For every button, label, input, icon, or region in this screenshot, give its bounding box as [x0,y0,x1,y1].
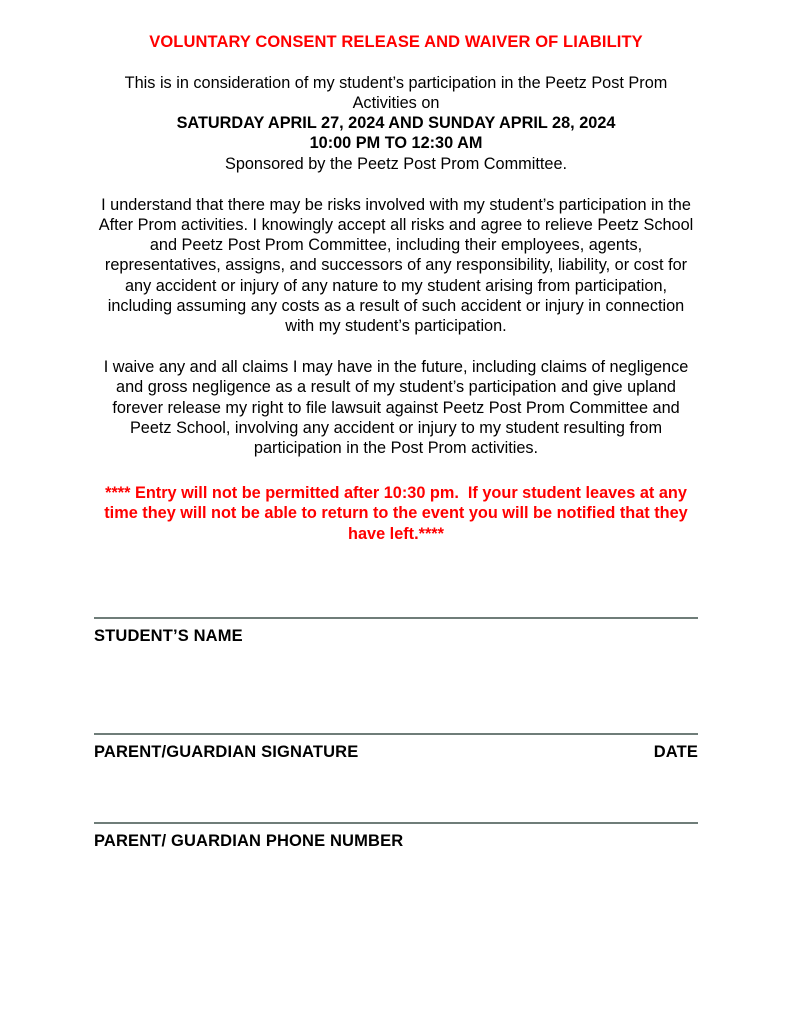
signature-field-parent-phone [94,822,698,851]
signature-label-row [94,743,698,762]
paragraph-risk-acknowledgement: I understand that there may be risks involved with my student’s participation in the After Prom activities. I knowingly accept all risks and agree to relieve Peetz School and Peetz Post Prom Committee, including their employees, agents, representatives, assigns, and successors of any responsibility, liability, or cost for any accident or injury of any nature to my student arising from participation, including assuming any costs as a result of such accident or injury in connection with my student’s participation. [98,195,694,336]
signature-rule [94,617,698,619]
intro-event-dates: SATURDAY APRIL 27, 2024 AND SUNDAY APRIL 28, 2024 [176,114,616,133]
parent-signature-label: PARENT/GUARDIAN SIGNATURE [94,743,359,761]
signature-label-row [94,832,698,851]
intro-line-1: This is in consideration of my student’s participation in the Peetz Post Prom [124,73,668,92]
intro-event-times: 10:00 PM TO 12:30 AM [309,134,483,153]
document-content [94,0,698,544]
signature-field-parent-signature [94,733,698,762]
signature-label-row [94,627,698,646]
signature-rule [94,822,698,824]
student-name-label: STUDENT’S NAME [94,627,243,645]
parent-phone-label: PARENT/ GUARDIAN PHONE NUMBER [94,832,404,850]
signature-field-student-name [94,617,698,646]
intro-block [94,73,698,174]
signature-rule [94,733,698,735]
date-label: DATE [653,743,698,761]
entry-warning-notice: **** Entry will not be permitted after 10:30 pm. If your student leaves at any time they will not be able to return to the event you will be notified that they have left.**** [104,484,693,543]
page-title: VOLUNTARY CONSENT RELEASE AND WAIVER OF LIABILITY [149,33,643,51]
paragraph-waiver-of-claims: I waive any and all claims I may have in the future, including claims of negligence and gross negligence as a result of my student’s participation and give upland forever release my right to file lawsuit against Peetz Post Prom Committee and Peetz School, involving any accident or injury to my student resulting from participation in the Post Prom activities. [103,358,689,458]
intro-line-2: Activities on [352,94,440,112]
intro-sponsor: Sponsored by the Peetz Post Prom Committee. [224,154,568,173]
